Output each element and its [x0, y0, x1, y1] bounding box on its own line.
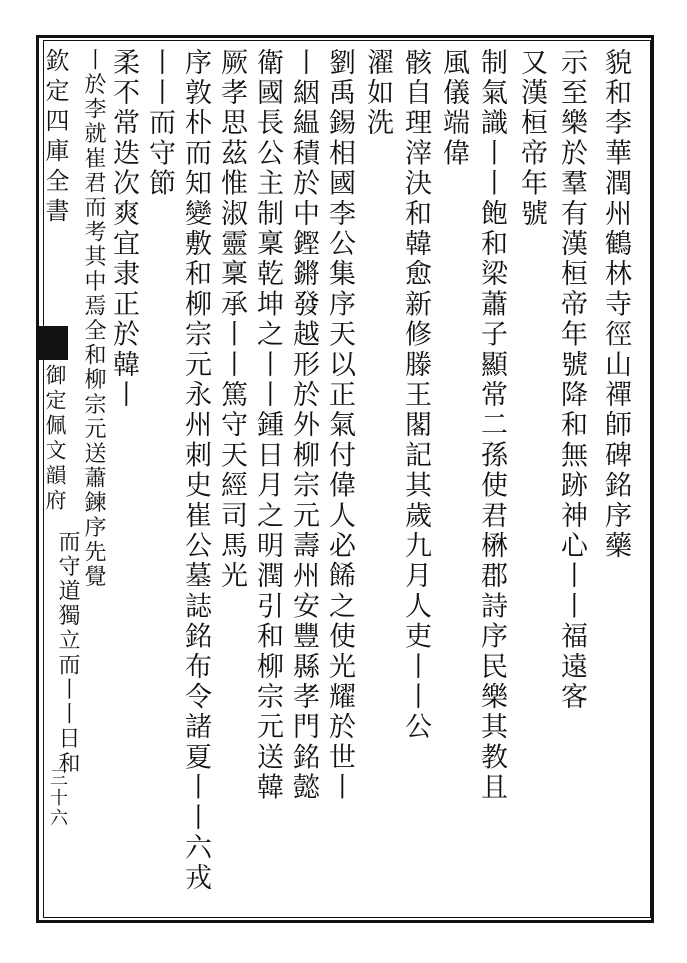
text-column-13: 丨丨而守節 [144, 48, 175, 199]
margin-title: 欽定四庫全書 [41, 48, 69, 228]
text-column-12: 序敦朴而知變敷和柳宗元永州刺史崔公墓誌銘布令諸夏丨丨六戎 [180, 48, 211, 894]
text-column-11: 厥孝思茲惟淑靈稟承丨丨篤守天經司馬光 [216, 48, 247, 592]
text-column-1: 貌和李華潤州鶴林寺徑山禪師碑銘序藥 [600, 48, 631, 562]
text-column-7: 濯如洗 [362, 48, 393, 139]
margin-book-title: 御定佩文韻府 [43, 364, 67, 514]
text-column-6: 骸自理滓決和韓愈新修滕王閣記其歲九月人吏丨丨公 [400, 48, 431, 743]
margin-fishtail-mark [38, 326, 68, 360]
text-column-14: 柔不常迭次爽宜隶正於韓丨 [108, 48, 139, 411]
text-column-15: 丨於李就崔君而考其中焉全和柳宗元送蕭鍊序先覺 [81, 48, 106, 590]
text-column-10: 衛國長公主制稟乾坤之丨丨鍾日月之明潤引和柳宗元送韓 [252, 48, 283, 803]
text-column-3: 又漢桓帝年號 [516, 48, 547, 230]
text-column-9: 丨絪緼積於中鏗鏘發越形於外柳宗元壽州安豐縣孝門銘懿 [288, 48, 319, 803]
text-column-8: 劉禹錫相國李公集序天以正氣付偉人必餙之使光耀於世丨 [324, 48, 355, 803]
text-column-2: 示至樂於羣有漢桓帝年號降和無跡神心丨丨福遠客 [556, 48, 587, 713]
text-column-5: 風儀端偉 [438, 48, 469, 169]
text-column-16: 而守道獨立而丨丨日和 [55, 530, 80, 776]
text-column-4: 制氣識丨丨飽和梁蕭子顯常二孫使君楙郡詩序民樂其教且 [476, 48, 507, 803]
margin-page-number: 三十六 [47, 768, 68, 828]
